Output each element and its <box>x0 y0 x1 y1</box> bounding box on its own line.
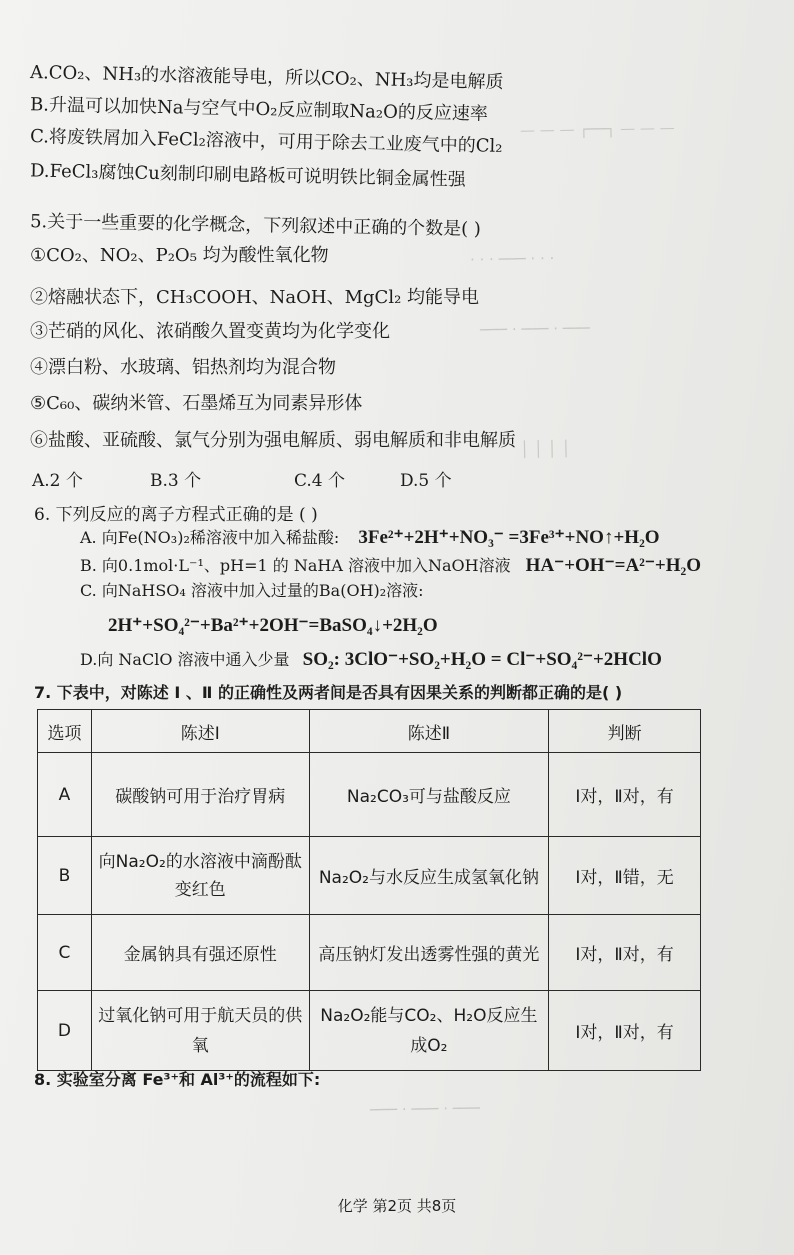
header-judgement: 判断 <box>549 710 701 753</box>
q5-item-4: ④漂白粉、水玻璃、铝热剂均为混合物 <box>30 357 336 378</box>
row-option: D <box>38 991 92 1071</box>
row-statement-1: 碳酸钠可用于治疗胃病 <box>91 753 309 837</box>
q4-option-d: D.FeCl₃腐蚀Cu刻制印刷电路板可说明铁比铜金属性强 <box>29 160 466 191</box>
row-statement-2: Na₂O₂与水反应生成氢氧化钠 <box>309 837 549 915</box>
header-option: 选项 <box>38 710 92 753</box>
bleed-through-marks: ─── · ─── · ─── <box>479 319 591 339</box>
q4-option-b: B.升温可以加快Na与空气中O₂反应制取Na₂O的反应速率 <box>29 94 489 125</box>
q7-stem: 7. 下表中，对陈述 Ⅰ 、Ⅱ 的正确性及两者间是否具有因果关系的判断都正确的是( ) <box>34 683 623 702</box>
q6-option-a <box>80 526 660 550</box>
q6-option-d-text: D.向 NaClO 溶液中通入少量 <box>80 650 290 669</box>
q5-item-2: ②熔融状态下，CH₃COOH、NaOH、MgCl₂ 均能导电 <box>30 287 480 308</box>
q5-item-1: ①CO₂、NO₂、P₂O₅ 均为酸性氧化物 <box>30 245 329 266</box>
q6-option-c-text: C. 向NaHSO₄ 溶液中加入过量的Ba(OH)₂溶液: <box>80 581 424 600</box>
q4-option-a: A.CO₂、NH₃的水溶液能导电，所以CO₂、NH₃均是电解质 <box>29 62 504 93</box>
bleed-through-marks: │ │ │ │ <box>519 439 571 459</box>
q5-choice-d: D.5 个 <box>400 471 452 491</box>
row-judgement: Ⅰ对，Ⅱ对，有 <box>549 915 701 991</box>
row-option: A <box>38 753 92 837</box>
q8-stem: 8. 实验室分离 Fe³⁺和 Al³⁺的流程如下: <box>34 1070 321 1089</box>
table-row <box>38 837 701 915</box>
row-statement-2: Na₂CO₃可与盐酸反应 <box>309 753 549 837</box>
row-option: B <box>38 837 92 915</box>
q5-choice-b: B.3 个 <box>150 471 202 491</box>
q5-choices <box>32 466 732 490</box>
q5-choice-a: A.2 个 <box>32 471 83 491</box>
q6-option-b-text: B. 向0.1mol·L⁻¹、pH=1 的 NaHA 溶液中加入NaOH溶液 <box>80 556 511 575</box>
bleed-through-marks: — — — ┌──┐ — — — <box>519 118 675 140</box>
table-row <box>38 753 701 837</box>
q6-option-d-equation: SO₂: 3ClO⁻+SO₂+H₂O = Cl⁻+SO₄²⁻+2HClO <box>302 649 662 670</box>
q6-option-b-equation: HA⁻+OH⁻=A²⁻+H₂O <box>525 555 701 576</box>
bleed-through-marks: · · · ─── · · · <box>469 249 555 269</box>
header-statement-2: 陈述Ⅱ <box>309 710 549 753</box>
row-judgement: Ⅰ对，Ⅱ错，无 <box>549 837 701 915</box>
q6-option-b <box>80 554 701 578</box>
q4-option-c: C.将废铁屑加入FeCl₂溶液中，可用于除去工业废气中的Cl₂ <box>29 126 503 157</box>
table-row <box>38 915 701 991</box>
row-statement-1: 金属钠具有强还原性 <box>91 915 309 991</box>
q5-choice-c: C.4 个 <box>294 471 346 491</box>
row-statement-2: 高压钠灯发出透雾性强的黄光 <box>309 915 549 991</box>
header-statement-1: 陈述Ⅰ <box>91 710 309 753</box>
q6-option-a-text: A. 向Fe(NO₃)₂稀溶液中加入稀盐酸: <box>80 528 340 547</box>
row-statement-1: 向Na₂O₂的水溶液中滴酚酞变红色 <box>91 837 309 915</box>
row-judgement: Ⅰ对，Ⅱ对，有 <box>549 991 701 1071</box>
row-statement-1: 过氧化钠可用于航天员的供氧 <box>91 991 309 1071</box>
q5-item-3: ③芒硝的风化、浓硝酸久置变黄均为化学变化 <box>30 321 390 342</box>
bleed-through-marks: ─── · ─── · ─── <box>369 1099 481 1119</box>
q5-item-6: ⑥盐酸、亚硫酸、氯气分别为强电解质、弱电解质和非电解质 <box>30 430 516 451</box>
row-option: C <box>38 915 92 991</box>
q6-option-d <box>80 648 662 672</box>
row-statement-2: Na₂O₂能与CO₂、H₂O反应生成O₂ <box>309 991 549 1071</box>
table-row <box>38 991 701 1071</box>
q6-option-c-equation: 2H⁺+SO₄²⁻+Ba²⁺+2OH⁻=BaSO₄↓+2H₂O <box>108 615 438 636</box>
row-judgement: Ⅰ对，Ⅱ对，有 <box>549 753 701 837</box>
table-header-row <box>38 710 701 753</box>
q6-option-a-equation: 3Fe²⁺+2H⁺+NO₃⁻ =3Fe³⁺+NO↑+H₂O <box>358 527 660 548</box>
q5-stem: 5.关于一些重要的化学概念，下列叙述中正确的个数是( ) <box>29 211 482 240</box>
q6-stem: 6. 下列反应的离子方程式正确的是 ( ) <box>34 505 318 525</box>
q5-item-5: ⑤C₆₀、碳纳米管、石墨烯互为同素异形体 <box>30 393 363 414</box>
page-footer: 化学 第2页 共8页 <box>337 1197 457 1215</box>
q7-table <box>37 709 701 1071</box>
